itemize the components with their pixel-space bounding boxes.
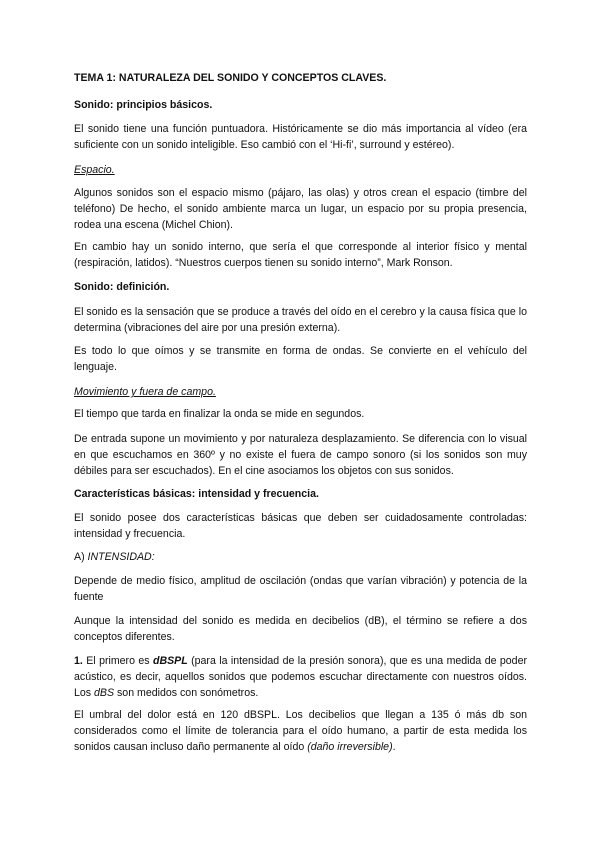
subheading-espacio: Espacio. bbox=[74, 164, 115, 176]
heading-caracteristicas: Características básicas: intensidad y frecuencia. bbox=[74, 488, 319, 500]
subheading-movimiento: Movimiento y fuera de campo. bbox=[74, 386, 216, 398]
paragraph-dbspl: 1. El primero es dBSPL (para la intensidad de la presión sonora), que es una medida de poder acústico, es decir, aquellos sonidos que podemos escuchar directamente con nuestros oídos. Los dBS son medidos con sonómetros. bbox=[74, 655, 527, 699]
paragraph-espacio: Algunos sonidos son el espacio mismo (pájaro, las olas) y otros crean el espacio (timbre del teléfono) De hecho, el sonido ambiente marca un lugar, un espacio por su propia presencia, rodea una escena (Michel Chion). bbox=[74, 187, 527, 231]
paragraph-desplazamiento: De entrada supone un movimiento y por naturaleza desplazamiento. Se diferencia con lo visual en que escuchamos en 360º y no existe el fuera de campo sonoro (si los sonidos son muy débiles para ser escuchados). En el cine asociamos los objetos con sus sonidos. bbox=[74, 433, 527, 477]
term-dbs: dBS bbox=[94, 687, 115, 699]
paragraph-depende: Depende de medio físico, amplitud de oscilación (ondas que varían vibración) y potencia de la fuente bbox=[74, 575, 527, 603]
paragraph-funcion-puntuadora: El sonido tiene una función puntuadora. Históricamente se dio más importancia al vídeo (era suficiente con un sonido inteligible. Eso cambió con el ‘Hi-fi’, surround y estéreo). bbox=[74, 123, 527, 151]
paragraph-sensacion: El sonido es la sensación que se produce a través del oído en el cerebro y la causa física que lo determina (vibraciones del aire por una presión externa). bbox=[74, 306, 527, 334]
document-title: TEMA 1: NATURALEZA DEL SONIDO Y CONCEPTOS CLAVES. bbox=[74, 72, 387, 84]
heading-principios: Sonido: principios básicos. bbox=[74, 99, 213, 111]
section-a-prefix: A) bbox=[74, 551, 88, 563]
paragraph-tiempo-onda: El tiempo que tarda en finalizar la onda se mide en segundos. bbox=[74, 408, 365, 420]
heading-definicion: Sonido: definición. bbox=[74, 281, 170, 293]
paragraph-ondas: Es todo lo que oímos y se transmite en forma de ondas. Se convierte en el vehículo del lenguaje. bbox=[74, 345, 527, 373]
term-dano-irreversible: (daño irreversible) bbox=[307, 741, 393, 753]
list-number: 1. bbox=[74, 655, 83, 667]
paragraph-decibelios: Aunque la intensidad del sonido es medida en decibelios (dB), el término se refiere a dos conceptos diferentes. bbox=[74, 615, 527, 643]
term-dbspl: dBSPL bbox=[152, 655, 188, 667]
paragraph-sonido-interno: En cambio hay un sonido interno, que sería el que corresponde al interior físico y mental (respiración, latidos). “Nuestros cuerpos tienen su sonido interno”, Mark Ronson. bbox=[74, 241, 527, 269]
section-a-intensidad bbox=[74, 549, 527, 565]
paragraph-caracteristicas: El sonido posee dos características básicas que deben ser cuidadosamente controladas: intensidad y frecuencia. bbox=[74, 512, 527, 540]
section-a-label: INTENSIDAD: bbox=[87, 551, 155, 563]
paragraph-umbral-dolor: El umbral del dolor está en 120 dBSPL. Los decibelios que llegan a 135 ó más db son considerados como el límite de tolerancia para el oído humano, a partir de esta medida los sonidos causan incluso daño permanente al oído (daño irreversible). bbox=[74, 709, 527, 753]
